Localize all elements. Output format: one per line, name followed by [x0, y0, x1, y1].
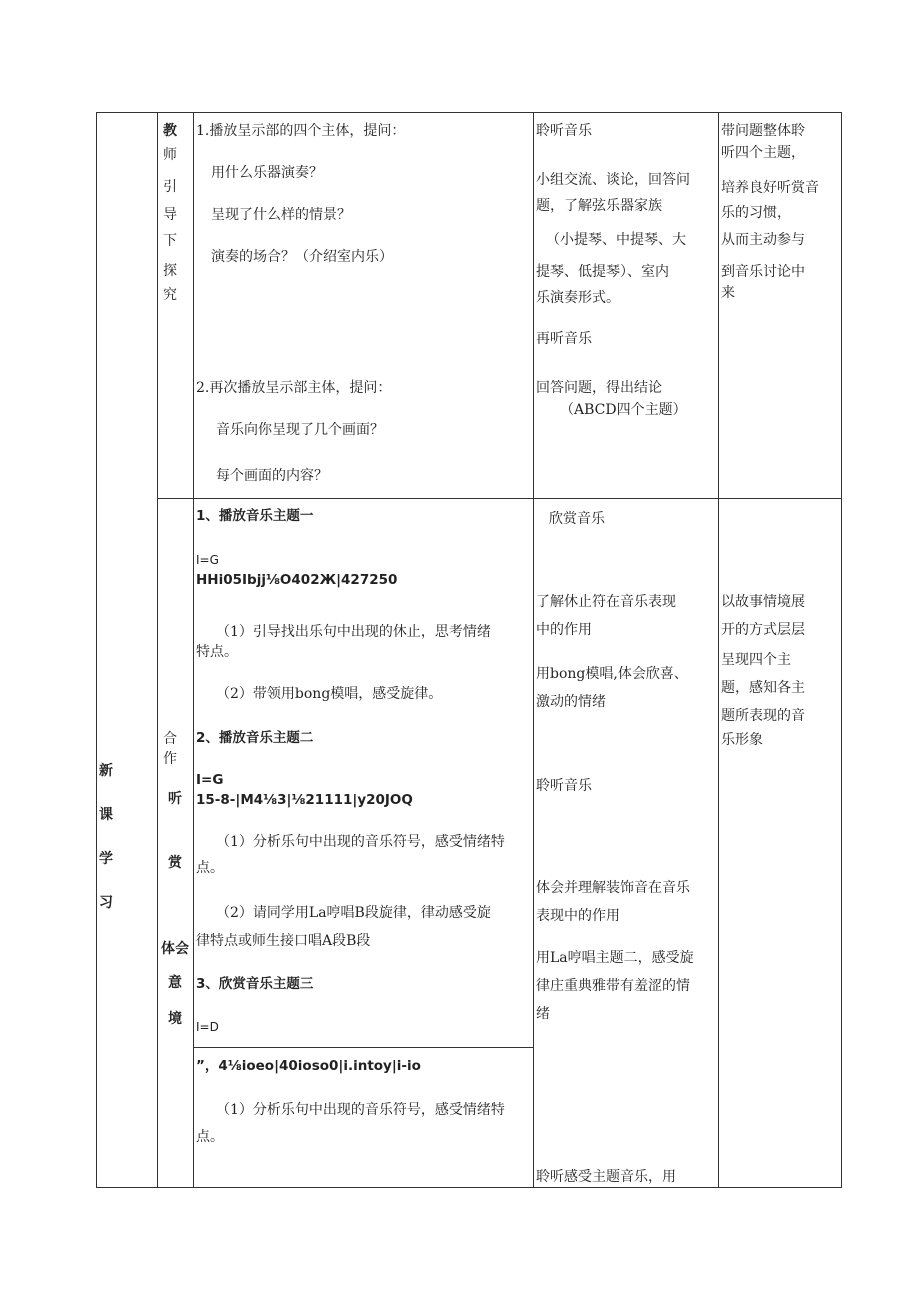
stage-label-char: 意	[168, 975, 182, 991]
stage-label-char: 引	[163, 179, 177, 195]
student-text: 题，了解弦乐器家族	[536, 198, 662, 214]
teacher-text: （2）请同学用La哼唱B段旋律，律动感受旋	[216, 905, 491, 921]
teacher-text: 律特点或师生接口唱A段B段	[196, 933, 371, 949]
stage-label-char: 下	[163, 233, 177, 249]
teacher-text: 1.播放呈示部的四个主体，提问：	[196, 123, 406, 139]
student-text: 绪	[536, 1006, 550, 1022]
intent-text: 听四个主题，	[721, 145, 805, 161]
teacher-text: 呈现了什么样的情景？	[211, 207, 351, 223]
teacher-text: 用什么乐器演奏？	[211, 165, 323, 181]
section-label-char: 课	[99, 807, 113, 823]
intent-text: 从而主动参与	[721, 232, 805, 248]
student-text: 表现中的作用	[536, 908, 620, 924]
stage-label-char: 作	[163, 751, 177, 767]
teacher-text: （1）引导找出乐句中出现的休止，思考情绪	[216, 624, 491, 640]
stage-label-char: 导	[163, 207, 177, 223]
student-text: 用bong模唱,体会欣喜、	[536, 666, 688, 682]
student-text: 律庄重典雅带有羞涩的情	[536, 978, 690, 994]
table-right-border	[841, 112, 842, 1188]
score-notation: HHi05Ibjj⅛O402Ж|427250	[196, 572, 398, 588]
column-divider-2	[193, 112, 194, 1188]
student-text: 回答问题，得出结论	[536, 380, 662, 396]
theme-heading: 1、播放音乐主题一	[196, 508, 314, 524]
teacher-text: （1）分析乐句中出现的音乐符号，感受情绪特	[216, 1102, 505, 1118]
student-text: （ABCD四个主题）	[560, 402, 687, 418]
row-divider	[157, 498, 842, 499]
student-text: 再听音乐	[536, 331, 592, 347]
intent-text: 题所表现的音	[721, 708, 805, 724]
student-text: 乐演奏形式。	[536, 290, 620, 306]
score-divider	[194, 1047, 533, 1048]
score-notation: ”，4⅛ioeo|40ioso0|i.intoy|i-io	[196, 1058, 421, 1074]
teacher-text: 点。	[196, 1129, 224, 1145]
stage-label-char: 探	[163, 263, 177, 279]
teacher-text: （2）带领用bong模唱，感受旋律。	[216, 686, 443, 702]
intent-text: 以故事情境展	[721, 594, 805, 610]
student-text: 用La哼唱主题二，感受旋	[536, 950, 694, 966]
stage-label-char: 师	[163, 147, 177, 163]
section-label-char: 学	[99, 851, 113, 867]
student-text: 体会并理解装饰音在音乐	[536, 880, 690, 896]
teacher-text: 2.再次播放呈示部主体，提问：	[196, 380, 392, 396]
intent-text: 来	[721, 285, 735, 301]
stage-label-char: 赏	[168, 855, 182, 871]
stage-label-char: 境	[168, 1011, 182, 1027]
student-text: 聆听音乐	[536, 123, 592, 139]
section-label-char: 新	[99, 763, 113, 779]
teacher-text: 点。	[196, 860, 224, 876]
intent-text: 题，感知各主	[721, 680, 805, 696]
key-signature: I=G	[196, 553, 219, 567]
intent-text: 开的方式层层	[721, 622, 805, 638]
key-signature: I=G	[196, 772, 224, 788]
table-top-border	[96, 112, 842, 113]
stage-label-char: 听	[168, 791, 182, 807]
teacher-text: （1）分析乐句中出现的音乐符号，感受情绪特	[216, 834, 505, 850]
table-bottom-border	[96, 1187, 842, 1188]
student-text: 小组交流、谈论，回答问	[536, 172, 690, 188]
column-divider-4	[718, 112, 719, 1188]
theme-heading: 2、播放音乐主题二	[196, 730, 314, 746]
teacher-text: 演奏的场合？（介绍室内乐）	[211, 249, 393, 265]
student-text: 中的作用	[536, 622, 592, 638]
intent-text: 乐形象	[721, 732, 763, 748]
theme-heading: 3、欣赏音乐主题三	[196, 976, 314, 992]
intent-text: 乐的习惯，	[721, 205, 791, 221]
student-text: 提琴、低提琴）、室内	[536, 264, 669, 280]
teacher-text: 音乐向你呈现了几个画面？	[216, 422, 384, 438]
teacher-text: 特点。	[196, 644, 238, 660]
table-left-border	[96, 112, 97, 1188]
teacher-text: 每个画面的内容？	[216, 468, 328, 484]
column-divider-3	[533, 112, 534, 1188]
intent-text: 呈现四个主	[721, 652, 791, 668]
student-text: 聆听感受主题音乐，用	[536, 1169, 676, 1185]
intent-text: 带问题整体聆	[721, 123, 805, 139]
student-text: 激动的情绪	[536, 694, 606, 710]
stage-label-char: 体会	[161, 941, 189, 957]
student-text: （小提琴、中提琴、大	[546, 232, 686, 248]
intent-text: 到音乐讨论中	[721, 264, 805, 280]
column-divider-1	[157, 112, 158, 1188]
score-notation: 15-8-|M4⅛3|⅛21111|y20JOQ	[196, 792, 413, 808]
student-text: 了解休止符在音乐表现	[536, 594, 676, 610]
section-label-char: 习	[99, 895, 113, 911]
key-signature: I=D	[196, 1020, 219, 1034]
stage-label-char: 究	[163, 287, 177, 303]
stage-label-char: 合	[163, 731, 177, 747]
stage-label-char: 教	[163, 123, 177, 139]
student-text: 聆听音乐	[536, 778, 592, 794]
student-text: 欣赏音乐	[549, 511, 605, 527]
intent-text: 培养良好听赏音	[721, 180, 819, 196]
